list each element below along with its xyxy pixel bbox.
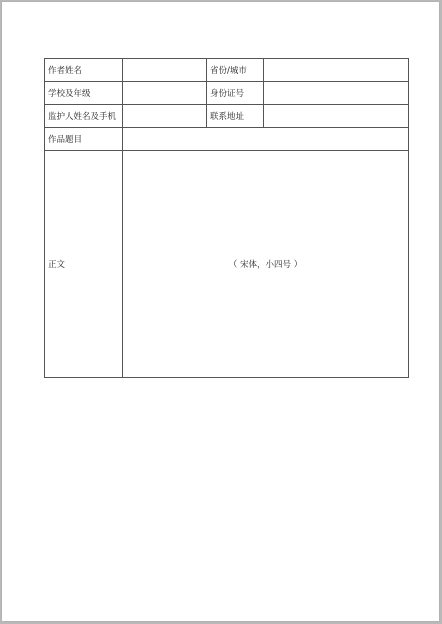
author-name-label: 作者姓名 [45,59,123,82]
id-number-label: 身份证号 [207,82,264,105]
guardian-field[interactable] [123,105,207,128]
school-grade-label: 学校及年级 [45,82,123,105]
work-title-field[interactable] [123,128,409,151]
document-page [2,2,439,621]
id-number-field[interactable] [264,82,409,105]
form-row-work-title [45,128,409,151]
address-label: 联系地址 [207,105,264,128]
form-row-school [45,82,409,105]
form-row-body [45,151,409,378]
province-city-field[interactable] [264,59,409,82]
work-title-label: 作品题目 [45,128,123,151]
body-label: 正文 [45,151,123,378]
form-row-author [45,59,409,82]
form-row-guardian [45,105,409,128]
guardian-label: 监护人姓名及手机 [45,105,123,128]
province-city-label: 省份/城市 [207,59,264,82]
body-format-hint: （ 宋体，小四号 ） [228,260,303,270]
address-field[interactable] [264,105,409,128]
body-text-area[interactable] [123,151,409,378]
submission-form [44,58,409,378]
author-name-field[interactable] [123,59,207,82]
school-grade-field[interactable] [123,82,207,105]
